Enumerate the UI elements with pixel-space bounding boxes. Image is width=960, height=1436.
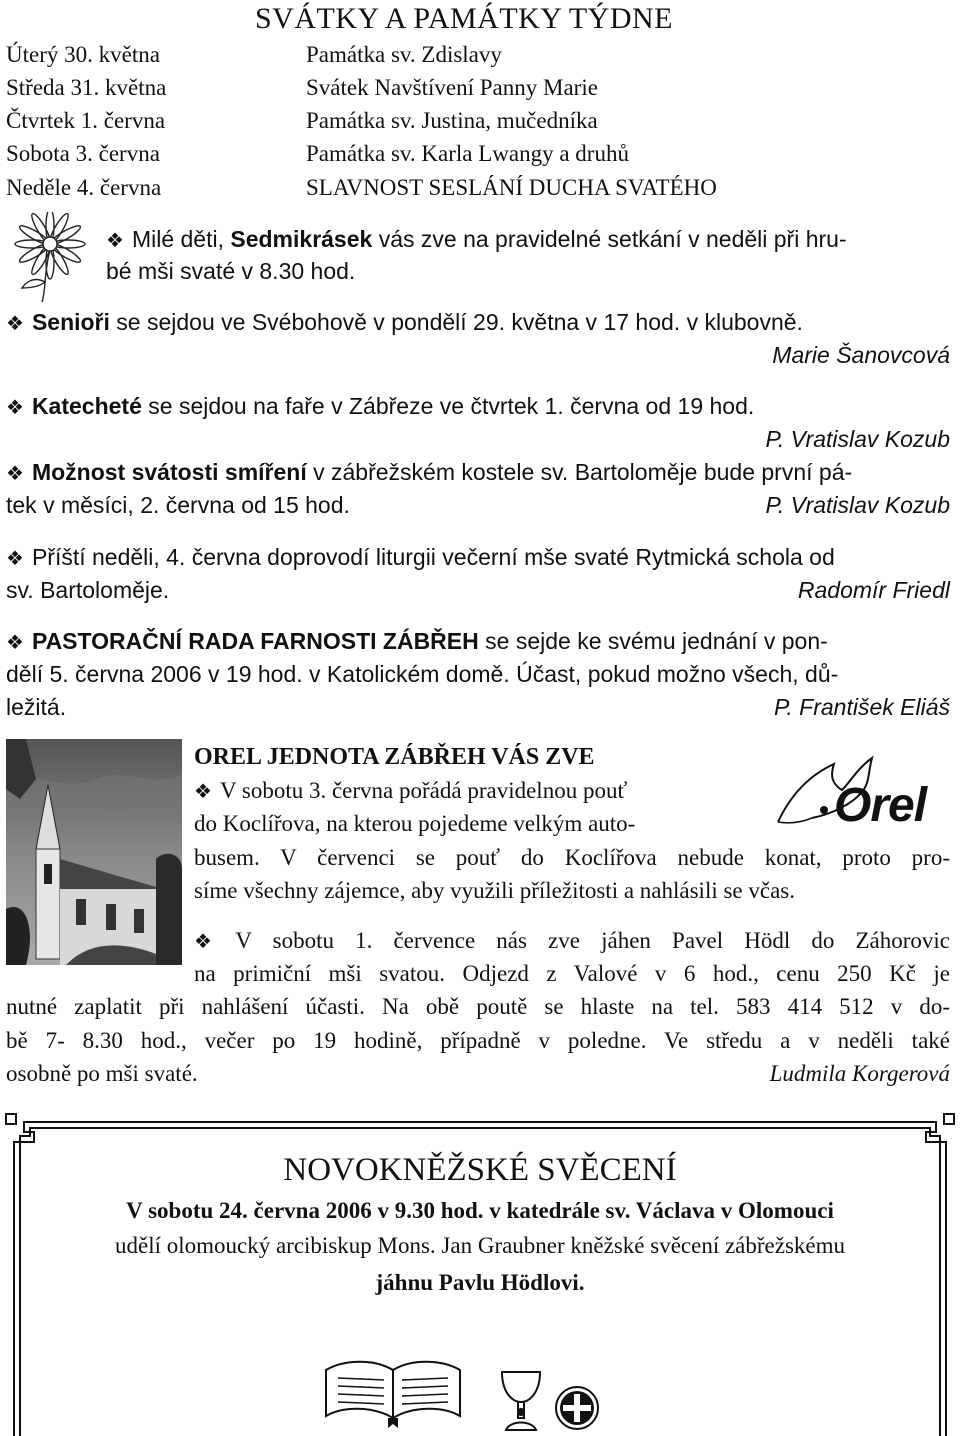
weekly-feast: Památka sv. Zdislavy <box>306 42 502 67</box>
weekly-date: Sobota 3. června <box>6 141 160 166</box>
notice-smireni-cont: tek v měsíci, 2. června od 15 hod. <box>6 492 350 518</box>
chalice-icon <box>496 1368 546 1434</box>
weekly-date: Čtvrtek 1. června <box>6 108 166 133</box>
notice-katechete: ❖ Katecheté se sejdou na faře v Zábřeze ve čtvrtek 1. června od 19 hod. <box>6 393 755 419</box>
orel-text: bě 7- 8.30 hod., večer po 19 hodině, případně v poledne. Ve středu a v neděli také <box>6 1028 950 1053</box>
notice-schola-cont: sv. Bartoloměje. <box>6 577 170 603</box>
bullet-icon: ❖ <box>6 548 24 570</box>
orel-text: na primiční mši svatou. Odjezd z Valové v 6 hod., cenu 250 Kč je <box>194 961 950 986</box>
open-book-icon <box>318 1350 468 1430</box>
signature: Radomír Friedl <box>797 577 950 603</box>
notice-rada-cont: dělí 5. června 2006 v 19 hod. v Katolickém domě. Účast, pokud možno všech, dů- <box>6 661 839 687</box>
orel-text: ❖ V sobotu 3. června pořádá pravidelnou pouť <box>194 778 628 803</box>
ordination-line: udělí olomoucký arcibiskup Mons. Jan Graubner kněžské svěcení zábřežskému <box>114 1233 846 1258</box>
notice-seniori: ❖ Senioři se sejdou ve Svébohově v pondělí 29. května v 17 hod. v klubovně. <box>6 309 803 335</box>
signature: P. Vratislav Kozub <box>765 492 950 518</box>
weekly-date: Neděle 4. června <box>6 175 162 200</box>
notice-rada: ❖ PASTORAČNÍ RADA FARNOSTI ZÁBŘEH se sejde ke svému jednání v pon- <box>6 628 828 654</box>
notice-schola: ❖ Příští neděli, 4. června doprovodí liturgii večerní mše svaté Rytmická schola od <box>6 544 835 570</box>
orel-text: síme všechny zájemce, aby využili příležitosti a nahlásili se včas. <box>194 878 795 903</box>
weekly-feast: Svátek Navštívení Panny Marie <box>306 75 598 100</box>
orel-text: osobně po mši svaté. <box>6 1061 198 1086</box>
weekly-date: Úterý 30. května <box>6 42 160 67</box>
cross-medallion-icon <box>553 1384 601 1432</box>
notice-smireni: ❖ Možnost svátosti smíření v zábřežském kostele sv. Bartoloměje bude první pá- <box>6 459 853 485</box>
weekly-date: Středa 31. května <box>6 75 167 100</box>
orel-heading: OREL JEDNOTA ZÁBŘEH VÁS ZVE <box>194 744 595 770</box>
weekly-feast: SLAVNOST SESLÁNÍ DUCHA SVATÉHO <box>306 175 717 200</box>
bullet-icon: ❖ <box>6 632 24 654</box>
orel-logo <box>772 752 954 836</box>
bullet-icon: ❖ <box>194 931 228 953</box>
bullet-icon: ❖ <box>6 313 24 335</box>
orel-text: do Koclířova, na kterou pojedeme velkým auto- <box>194 811 636 836</box>
orel-text: nutné zaplatit při nahlášení účasti. Na obě poutě se hlaste na tel. 583 414 512 v do- <box>6 994 950 1019</box>
notice-deti: ❖ Milé děti, Sedmikrásek vás zve na pravidelné setkání v neděli při hru- <box>106 226 847 252</box>
bullet-icon: ❖ <box>6 463 24 485</box>
bullet-icon: ❖ <box>6 397 24 419</box>
orel-text: busem. V červenci se pouť do Koclířova nebude konat, proto pro- <box>194 845 950 870</box>
ordination-title: NOVOKNĚŽSKÉ SVĚCENÍ <box>283 1152 677 1188</box>
church-photo <box>6 739 182 965</box>
weekly-title: SVÁTKY A PAMÁTKY TÝDNE <box>255 2 673 35</box>
signature: P. Vratislav Kozub <box>765 426 950 452</box>
notice-deti-cont: bé mši svaté v 8.30 hod. <box>106 258 356 284</box>
signature: P. František Eliáš <box>774 694 950 720</box>
signature: Marie Šanovcová <box>772 342 950 368</box>
signature: Ludmila Korgerová <box>769 1061 950 1086</box>
bullet-icon: ❖ <box>106 230 124 252</box>
orel-logo-text: Orel <box>834 779 927 832</box>
daisy-icon <box>4 212 96 304</box>
notice-rada-cont: ležitá. <box>6 694 67 720</box>
bullet-icon: ❖ <box>194 781 212 803</box>
weekly-feast: Památka sv. Justina, mučedníka <box>306 108 598 133</box>
ordination-line: V sobotu 24. června 2006 v 9.30 hod. v katedrále sv. Václava v Olomouci <box>126 1198 834 1223</box>
weekly-feast: Památka sv. Karla Lwangy a druhů <box>306 141 629 166</box>
ordination-line: jáhnu Pavlu Hödlovi. <box>375 1270 585 1295</box>
orel-text: ❖ V sobotu 1. července nás zve jáhen Pavel Hödl do Záhorovic <box>194 928 951 953</box>
